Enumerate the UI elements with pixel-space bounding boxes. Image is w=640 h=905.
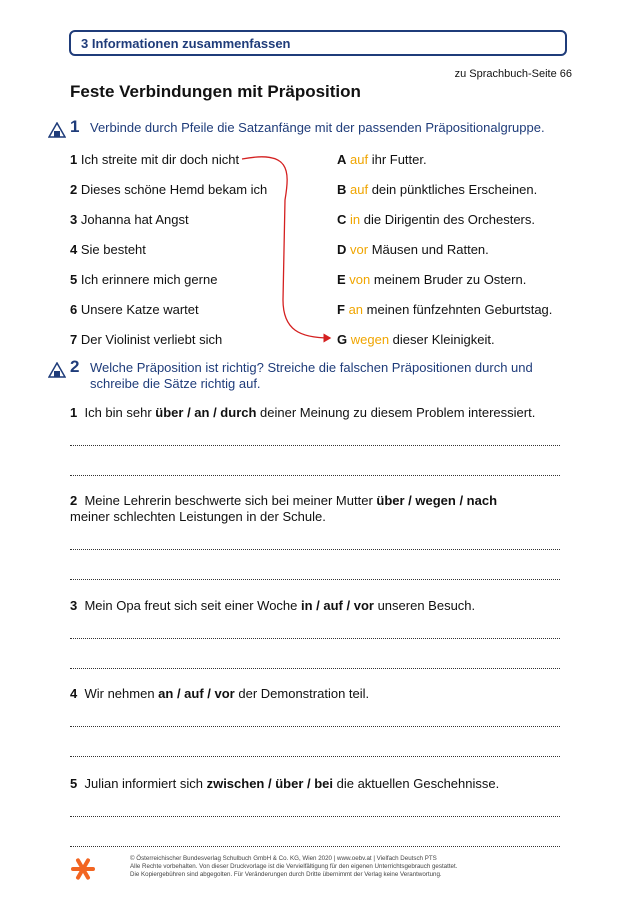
answer-line[interactable]	[70, 638, 560, 639]
answer-line[interactable]	[70, 445, 560, 446]
exercise-sentence: 1 Ich bin sehr über / an / durch deiner Meinung zu diesem Problem interessiert.	[70, 405, 536, 420]
sentence-beginning-item: 6 Unsere Katze wartet	[70, 302, 199, 317]
prepositional-group-item: D vor Mäusen und Ratten.	[337, 242, 489, 257]
copyright-footer: © Österreichischer Bundesverlag Schulbuch GmbH & Co. KG, Wien 2020 | www.oebv.at | Vielfach Deutsch PTS Alle Rechte vorbehalten. Von dieser Druckvorlage ist die Vervielfältigung für den eigenen Unterrichtsgebrauch gestattet. Die Kopiergebühren sind abgegolten. Für Veränderungen durch Dritte übernimmt der Verlag keine Verantwortung.	[130, 855, 458, 878]
exercise-sentence: 2 Meine Lehrerin beschwerte sich bei meiner Mutter über / wegen / nach meiner schlechten Leistungen in der Schule.	[70, 493, 498, 524]
answer-line[interactable]	[70, 816, 560, 817]
answer-line[interactable]	[70, 475, 560, 476]
sentence-beginning-item: 5 Ich erinnere mich gerne	[70, 272, 218, 287]
task-instruction: Verbinde durch Pfeile die Satzanfänge mit der passenden Präpositionalgruppe.	[90, 120, 545, 135]
sentence-beginning-item: 7 Der Violinist verliebt sich	[70, 332, 223, 347]
answer-line[interactable]	[70, 579, 560, 580]
answer-line[interactable]	[70, 549, 560, 550]
sentence-beginning-item: 4 Sie besteht	[70, 242, 146, 257]
exercise-sentence: 5 Julian informiert sich zwischen / über / bei die aktuellen Geschehnisse.	[70, 776, 500, 791]
prepositional-group-item: E von meinem Bruder zu Ostern.	[337, 272, 527, 287]
prepositional-group-item: B auf dein pünktliches Erscheinen.	[337, 182, 538, 197]
task-instruction: Welche Präposition ist richtig? Streiche die falschen Präpositionen durch und schreibe die Sätze richtig auf.	[90, 360, 533, 391]
prepositional-group-item: F an meinen fünfzehnten Geburtstag.	[337, 302, 553, 317]
answer-line[interactable]	[70, 846, 560, 847]
sentence-beginning-item: 3 Johanna hat Angst	[70, 212, 189, 227]
sentence-beginning-item: 2 Dieses schöne Hemd bekam ich	[70, 182, 268, 197]
task-number: 2	[70, 357, 80, 376]
prepositional-group-item: C in die Dirigentin des Orchesters.	[337, 212, 535, 227]
publisher-logo-icon	[70, 856, 96, 882]
page-title: Feste Verbindungen mit Präposition	[70, 82, 361, 101]
textbook-reference: zu Sprachbuch-Seite 66	[454, 68, 572, 80]
answer-line[interactable]	[70, 726, 560, 727]
difficulty-icon	[48, 362, 66, 378]
answer-line[interactable]	[70, 668, 560, 669]
exercise-sentence: 3 Mein Opa freut sich seit einer Woche in / auf / vor unseren Besuch.	[70, 598, 476, 613]
chapter-title: 3 Informationen zusammenfassen	[81, 36, 291, 51]
answer-line[interactable]	[70, 756, 560, 757]
prepositional-group-item: G wegen dieser Kleinigkeit.	[337, 332, 495, 347]
exercise-sentence: 4 Wir nehmen an / auf / vor der Demonstration teil.	[70, 686, 370, 701]
sentence-beginning-item: 1 Ich streite mit dir doch nicht	[70, 152, 240, 167]
task-number: 1	[70, 117, 80, 136]
prepositional-group-item: A auf ihr Futter.	[337, 152, 427, 167]
